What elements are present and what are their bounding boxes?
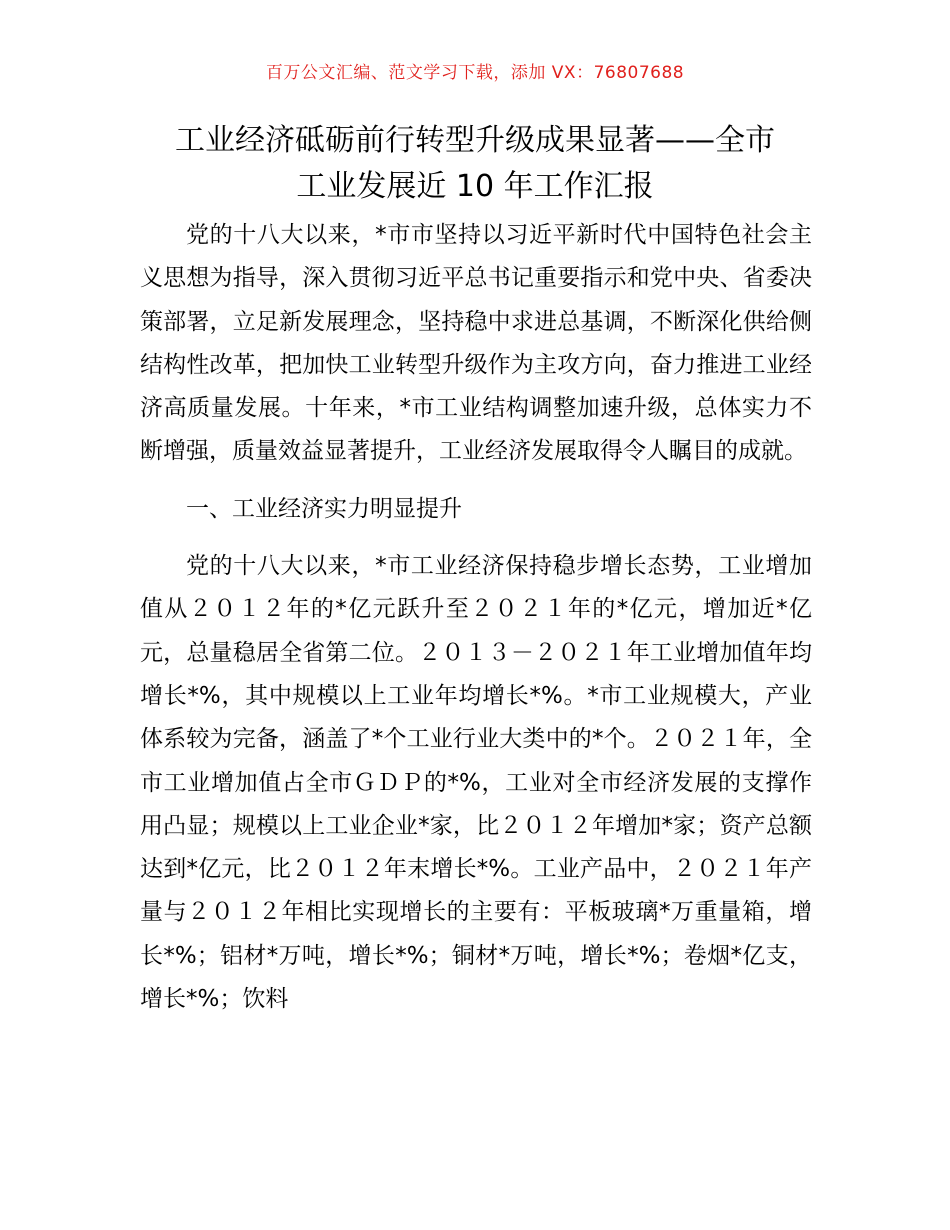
title-line-2: 工业发展近 10 年工作汇报 bbox=[296, 169, 654, 204]
section-paragraph: 党的十八大以来，*市工业经济保持稳步增长态势，工业增加值从２０１２年的*亿元跃升至２０２１年的*亿元，增加近*亿元，总量稳居全省第二位。２０１３－２０２１年工业增加值年均增长*%，其中规模以上工业年均增长*%。*市工业规模大，产业体系较为完备，涵盖了*个工业行业大类中的*个。２０２１年，全市工业增加值占全市ＧＤＰ的*%，工业对全市经济发展的支撑作用凸显；规模以上工业企业*家，比２０１２年增加*家；资产总额达到*亿元，比２０１２年末增长*%。工业产品中，２０２１年产量与２０１２年相比实现增长的主要有：平板玻璃*万重量箱，增长*%；铝材*万吨，增长*%；铜材*万吨，增长*%；卷烟*亿支，增长*%；饮料 bbox=[140, 553, 812, 1013]
section-heading: 一、工业经济实力明显提升 bbox=[186, 495, 462, 522]
title-line-1: 工业经济砥砺前行转型升级成果显著——全市 bbox=[175, 123, 775, 158]
intro-paragraph: 党的十八大以来，*市市坚持以习近平新时代中国特色社会主义思想为指导，深入贯彻习近平总书记重要指示和党中央、省委决策部署，立足新发展理念，坚持稳中求进总基调，不断深化供给侧结构性改革，把加快工业转型升级作为主攻方向，奋力推进工业经济高质量发展。十年来，*市工业结构调整加速升级，总体实力不断增强，质量效益显著提升，工业经济发展取得令人瞩目的成就。 bbox=[140, 222, 812, 465]
document-title bbox=[140, 118, 810, 210]
header-banner: 百万公文汇编、范文学习下载，添加 VX：76807688 bbox=[265, 63, 685, 83]
document-body bbox=[140, 214, 812, 1021]
